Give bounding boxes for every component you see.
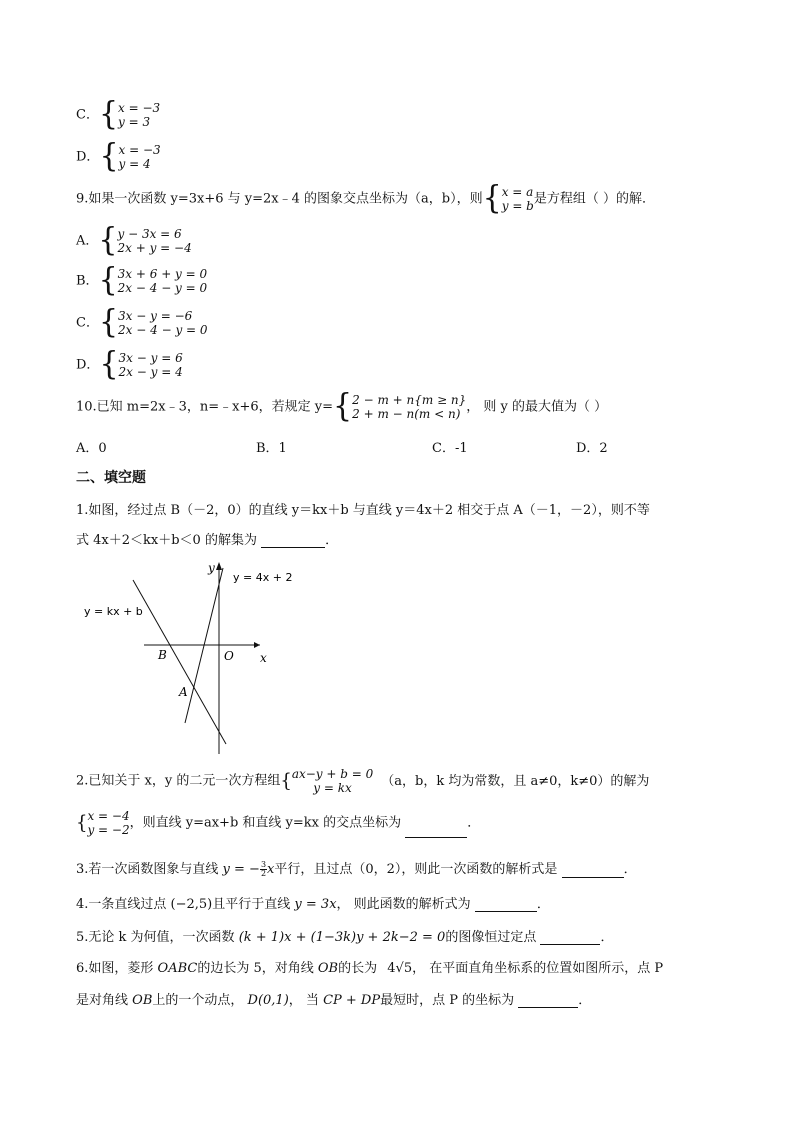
label-line-4x-plus-2: y = 4x + 2 [233, 571, 293, 584]
q10-option-d: D．2 [576, 441, 608, 456]
option-label: A． [76, 233, 99, 249]
period: ． [600, 930, 614, 945]
equation: y = 4 [118, 157, 151, 171]
y-axis-arrow-icon [216, 562, 222, 570]
equation: y − 3x = 6 [117, 227, 182, 241]
question-text: 4.一条直线过点 [76, 897, 167, 912]
answer-blank[interactable] [518, 1007, 578, 1008]
brace-icon: { [99, 138, 119, 175]
math-expression: y = 3x [294, 897, 337, 912]
period: ． [467, 815, 481, 831]
equation: 3x − y = 6 [118, 351, 183, 365]
x-axis-arrow-icon [254, 642, 260, 648]
math-expression: OB [317, 961, 339, 976]
equation-system [502, 185, 534, 213]
question-text: 平行，且过点（0，2），则此一次函数的解析式是 [274, 862, 558, 877]
math-expression: (k + 1)x + (1−3k)y + 2k−2 = 0 [238, 930, 446, 945]
fill6-line1 [76, 957, 663, 976]
question-text: ， 在平面直角坐标系的位置如图所示，点 P [412, 961, 664, 976]
question-text: ， 则 y 的最大值为（ ） [466, 399, 608, 415]
fill1-line1: 1.如图，经过点 B（－2，0）的直线 y＝kx＋b 与直线 y＝4x＋2 相交于点 A（－1，－2），则不等 [76, 503, 650, 518]
equation: x = a [501, 185, 534, 199]
math-expression: x [267, 862, 275, 877]
math-expression: OABC [157, 961, 198, 976]
equation-system [119, 143, 161, 171]
fill6-line2 [76, 989, 591, 1008]
answer-blank[interactable] [540, 944, 600, 945]
equation: 2x + y = −4 [117, 241, 192, 255]
question-text: （a，b，k 均为常数，且 a≠0，k≠0）的解为 [381, 773, 650, 789]
equation-system [118, 267, 208, 295]
math-expression: 4√5 [387, 961, 413, 976]
brace-icon: { [99, 346, 119, 383]
fraction [260, 861, 267, 878]
q8-option-d [76, 138, 161, 175]
brace-icon: { [98, 304, 119, 341]
option-label: C． [76, 315, 99, 331]
q10-stem [76, 388, 608, 425]
question-text: 是对角线 [76, 993, 129, 1008]
option-label: D． [76, 357, 100, 373]
q9-option-b [76, 262, 208, 299]
question-text: 10.已知 m=2x﹣3，n=﹣x+6，若规定 y= [76, 399, 334, 415]
answer-blank[interactable] [562, 877, 624, 878]
equation: y = −2 [87, 823, 130, 837]
equation: y = 3 [118, 115, 151, 129]
brace-icon: { [280, 769, 292, 792]
label-y: y [208, 561, 215, 575]
question-text: 式 4x＋2＜kx＋b＜0 的解集为 [76, 533, 257, 548]
period: ． [536, 897, 550, 912]
equation-system [118, 309, 208, 337]
label-x: x [260, 651, 267, 665]
answer-blank[interactable] [405, 837, 467, 838]
q9-stem [76, 180, 656, 217]
question-text: 的边长为 5，对角线 [197, 961, 314, 976]
period: ． [623, 862, 637, 877]
brace-icon: { [333, 388, 353, 425]
equation-system [119, 351, 183, 379]
equation-system [117, 227, 191, 255]
fill3-line [76, 858, 637, 878]
option-label: B． [76, 273, 99, 289]
math-expression: (−2,5) [170, 897, 213, 912]
label-origin: O [224, 649, 234, 663]
q9-option-c [76, 304, 208, 341]
brace-icon: { [482, 180, 502, 217]
math-expression: OB [132, 993, 153, 1008]
question-text: ， 则此函数的解析式为 [336, 897, 471, 912]
option-label: D． [76, 149, 100, 165]
brace-icon: { [98, 96, 119, 133]
fill1-line2 [76, 529, 338, 548]
q10-option-a: A．0 [76, 441, 107, 456]
fraction-numerator: 3 [260, 860, 267, 869]
q9-option-a [76, 222, 192, 259]
question-text: 5.无论 k 为何值，一次函数 [76, 930, 235, 945]
question-text: 的长为 [338, 961, 378, 976]
question-text: 6.如图，菱形 [76, 961, 154, 976]
option-label: C． [76, 107, 99, 123]
equation: x = −3 [118, 143, 161, 157]
period: ． [578, 993, 592, 1008]
equation: 2x − 4 − y = 0 [118, 323, 208, 337]
fill5-line [76, 926, 614, 945]
question-text: 3.若一次函数图象与直线 [76, 862, 219, 877]
equation: 2 + m − n(m < n) [352, 407, 461, 421]
equation: 2x − y = 4 [118, 365, 183, 379]
equation: y = b [501, 199, 534, 213]
equation-system [292, 767, 373, 795]
question-text: 且平行于直线 [212, 897, 291, 912]
fill2-line2 [76, 808, 480, 838]
question-text: 的图像恒过定点 [445, 930, 537, 945]
section-title: 二、填空题 [76, 470, 146, 486]
question-text: 2.已知关于 x，y 的二元一次方程组 [76, 773, 281, 789]
question-text: 是方程组（ ）的解． [533, 191, 656, 207]
equation: 3x − y = −6 [118, 309, 193, 323]
fraction-denominator: 2 [260, 869, 267, 878]
q8-option-c [76, 96, 161, 133]
math-expression: CP + DP [323, 993, 381, 1008]
equation: 2x − 4 − y = 0 [117, 281, 208, 295]
equation: 3x + 6 + y = 0 [117, 267, 208, 281]
equation: ax−y + b = 0 [291, 767, 374, 781]
brace-icon: { [76, 811, 88, 834]
answer-blank[interactable] [261, 547, 325, 548]
equation: 2 − m + n{m ≥ n} [352, 393, 467, 407]
equation-system [87, 809, 129, 837]
q10-option-b: B．1 [256, 441, 287, 456]
label-b: B [158, 648, 167, 662]
fill2-line1 [76, 766, 649, 796]
equation-system [352, 393, 466, 421]
math-expression: D(0,1) [247, 993, 289, 1008]
equation: x = −4 [87, 809, 130, 823]
answer-blank[interactable] [475, 911, 537, 912]
label-a: A [179, 685, 188, 699]
label-line-kx-plus-b: y = kx + b [84, 605, 143, 618]
math-expression: y = − [222, 862, 260, 877]
question-text: 9.如果一次函数 y=3x+6 与 y=2x﹣4 的图象交点坐标为（a，b），则 [76, 191, 483, 207]
equation-system [118, 101, 160, 129]
question-text: 上的一个动点， [152, 993, 244, 1008]
question-text: ， 当 [288, 993, 319, 1008]
q10-option-c: C．-1 [432, 441, 468, 456]
q9-option-d [76, 346, 183, 383]
question-text: ，则直线 y=ax+b 和直线 y=kx 的交点坐标为 [129, 815, 402, 831]
brace-icon: { [98, 262, 118, 299]
fill4-line [76, 893, 550, 912]
period: ． [325, 533, 339, 548]
equation: y = kx [313, 781, 352, 795]
line-kx-plus-b [133, 580, 226, 744]
equation: x = −3 [118, 101, 161, 115]
fill1-graph [76, 558, 316, 758]
question-text: 最短时，点 P 的坐标为 [380, 993, 515, 1008]
brace-icon: { [98, 222, 118, 259]
